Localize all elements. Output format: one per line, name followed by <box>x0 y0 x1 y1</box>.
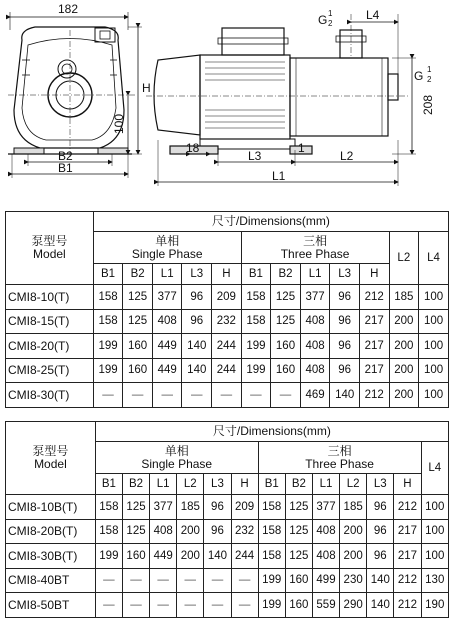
value-cell: 449 <box>152 334 182 359</box>
value-cell: — <box>204 593 231 618</box>
dim-l2-label: L2 <box>340 149 354 163</box>
value-cell: 100 <box>419 383 449 408</box>
value-cell: 217 <box>394 519 421 544</box>
value-cell: 125 <box>285 519 312 544</box>
table-row <box>6 309 449 334</box>
value-cell: 185 <box>177 495 204 520</box>
col-header-single-l1: L1 <box>152 264 182 285</box>
col-header-three-b2: B2 <box>285 474 312 495</box>
value-cell: 158 <box>258 495 285 520</box>
dim-l3-label: L3 <box>248 149 262 163</box>
value-cell: 96 <box>330 334 360 359</box>
col-header-single-l3: L3 <box>182 264 212 285</box>
value-cell: 160 <box>271 334 301 359</box>
value-cell: 408 <box>152 309 182 334</box>
value-cell: 140 <box>330 383 360 408</box>
value-cell: 158 <box>95 495 122 520</box>
model-cell: CMI8-50BT <box>6 593 96 618</box>
model-cell: CMI8-25(T) <box>6 358 94 383</box>
model-header-cell <box>6 212 94 285</box>
value-cell: 377 <box>300 285 330 310</box>
col-header-three-h: H <box>394 474 421 495</box>
col-header-three-l2: L2 <box>340 474 367 495</box>
dim-height-label: H <box>142 81 151 95</box>
value-cell: 244 <box>212 358 242 383</box>
model-cell: CMI8-20(T) <box>6 334 94 359</box>
col-header-three-l3: L3 <box>367 474 394 495</box>
value-cell: 125 <box>122 495 149 520</box>
value-cell: 499 <box>312 568 339 593</box>
value-cell: 232 <box>231 519 258 544</box>
value-cell: 200 <box>389 358 419 383</box>
value-cell: 158 <box>241 285 271 310</box>
value-cell: — <box>152 383 182 408</box>
value-cell: — <box>95 593 122 618</box>
single-phase-header <box>93 232 241 264</box>
value-cell: 217 <box>359 358 389 383</box>
value-cell: 100 <box>419 285 449 310</box>
value-cell: — <box>271 383 301 408</box>
value-cell: 559 <box>312 593 339 618</box>
value-cell: 96 <box>204 495 231 520</box>
value-cell: 377 <box>312 495 339 520</box>
value-cell: 140 <box>367 568 394 593</box>
dimensions-title: 尺寸/Dimensions(mm) <box>95 422 448 442</box>
three-phase-en: Three Phase <box>305 456 374 471</box>
col-header-three-l3: L3 <box>330 264 360 285</box>
value-cell: 160 <box>123 358 153 383</box>
dim-b1-label: B1 <box>58 161 73 175</box>
col-header-three-l1: L1 <box>300 264 330 285</box>
value-cell: 140 <box>204 544 231 569</box>
value-cell: 244 <box>212 334 242 359</box>
dim-side-port-frac-num: 1 <box>427 65 432 74</box>
table-row <box>6 593 449 618</box>
value-cell: 212 <box>394 568 421 593</box>
value-cell: — <box>231 568 258 593</box>
value-cell: 199 <box>95 544 122 569</box>
dimensions-title: 尺寸/Dimensions(mm) <box>93 212 448 232</box>
value-cell: 199 <box>93 358 123 383</box>
value-cell: 408 <box>150 519 177 544</box>
single-phase-header <box>95 442 258 474</box>
value-cell: 185 <box>340 495 367 520</box>
value-cell: 96 <box>367 519 394 544</box>
col-header-three-b1: B1 <box>258 474 285 495</box>
value-cell: 199 <box>258 568 285 593</box>
value-cell: 199 <box>241 334 271 359</box>
value-cell: 160 <box>285 568 312 593</box>
value-cell: 469 <box>300 383 330 408</box>
value-cell: 125 <box>122 519 149 544</box>
dim-width-label: 182 <box>58 2 79 16</box>
model-header-cell <box>6 422 96 495</box>
value-cell: 160 <box>123 334 153 359</box>
dimensions-table-standard <box>5 211 449 408</box>
value-cell: — <box>150 593 177 618</box>
value-cell: — <box>122 593 149 618</box>
value-cell: 100 <box>419 334 449 359</box>
three-phase-header <box>241 232 389 264</box>
value-cell: 200 <box>389 383 419 408</box>
value-cell: 130 <box>421 568 449 593</box>
value-cell: 200 <box>389 309 419 334</box>
value-cell: 125 <box>285 495 312 520</box>
col-header-l4: L4 <box>419 232 449 285</box>
model-cell: CMI8-20B(T) <box>6 519 96 544</box>
dim-top-port-frac-den: 2 <box>328 19 333 28</box>
value-cell: 96 <box>330 358 360 383</box>
dim-18-label: 18 <box>186 141 200 155</box>
table-row <box>6 495 449 520</box>
col-header-single-b2: B2 <box>122 474 149 495</box>
value-cell: — <box>177 593 204 618</box>
value-cell: 209 <box>212 285 242 310</box>
value-cell: 209 <box>231 495 258 520</box>
value-cell: 200 <box>177 544 204 569</box>
dim-top-port-g-label: G <box>318 13 328 27</box>
value-cell: 140 <box>182 358 212 383</box>
side-view <box>146 14 416 186</box>
col-header-single-b1: B1 <box>93 264 123 285</box>
value-cell: 200 <box>340 519 367 544</box>
value-cell: 125 <box>271 309 301 334</box>
value-cell: 125 <box>271 285 301 310</box>
value-cell: 96 <box>182 309 212 334</box>
value-cell: 217 <box>359 309 389 334</box>
col-header-single-b1: B1 <box>95 474 122 495</box>
col-header-three-l1: L1 <box>312 474 339 495</box>
value-cell: 158 <box>93 285 123 310</box>
value-cell: 158 <box>95 519 122 544</box>
value-cell: — <box>231 593 258 618</box>
col-header-single-b2: B2 <box>123 264 153 285</box>
table-body <box>6 495 449 618</box>
value-cell: — <box>212 383 242 408</box>
value-cell: 232 <box>212 309 242 334</box>
col-header-l2: L2 <box>389 232 419 285</box>
value-cell: — <box>123 383 153 408</box>
col-header-three-b1: B1 <box>241 264 271 285</box>
single-phase-cn: 单相 <box>155 233 180 248</box>
model-cell: CMI8-30(T) <box>6 383 94 408</box>
value-cell: 408 <box>300 334 330 359</box>
table-row <box>6 568 449 593</box>
model-cell: CMI8-40BT <box>6 568 96 593</box>
three-phase-header <box>258 442 421 474</box>
value-cell: 160 <box>285 593 312 618</box>
value-cell: 244 <box>231 544 258 569</box>
table-row <box>6 358 449 383</box>
value-cell: 100 <box>421 544 449 569</box>
dim-208-label: 208 <box>421 94 435 115</box>
single-phase-cn: 单相 <box>164 443 189 458</box>
three-phase-cn: 三相 <box>303 233 328 248</box>
value-cell: 217 <box>394 544 421 569</box>
value-cell: 96 <box>367 544 394 569</box>
value-cell: 100 <box>419 309 449 334</box>
value-cell: 100 <box>421 495 449 520</box>
value-cell: 96 <box>182 285 212 310</box>
value-cell: 199 <box>93 334 123 359</box>
value-cell: — <box>93 383 123 408</box>
value-cell: 100 <box>419 358 449 383</box>
value-cell: — <box>182 383 212 408</box>
dim-l4-label: L4 <box>366 8 380 22</box>
value-cell: 185 <box>389 285 419 310</box>
model-cell: CMI8-15(T) <box>6 309 94 334</box>
value-cell: 158 <box>241 309 271 334</box>
value-cell: 377 <box>152 285 182 310</box>
three-phase-en: Three Phase <box>280 246 350 261</box>
model-header-cn: 泵型号 <box>32 444 69 458</box>
table-row <box>6 285 449 310</box>
value-cell: 199 <box>241 358 271 383</box>
col-header-three-h: H <box>359 264 389 285</box>
value-cell: 158 <box>258 519 285 544</box>
value-cell: — <box>204 568 231 593</box>
single-phase-en: Single Phase <box>141 456 213 471</box>
value-cell: 212 <box>359 285 389 310</box>
value-cell: 408 <box>300 358 330 383</box>
table-row <box>6 519 449 544</box>
col-header-single-l1: L1 <box>150 474 177 495</box>
value-cell: 158 <box>93 309 123 334</box>
value-cell: 212 <box>394 495 421 520</box>
value-cell: 290 <box>340 593 367 618</box>
value-cell: 190 <box>421 593 449 618</box>
value-cell: 125 <box>285 544 312 569</box>
col-header-three-b2: B2 <box>271 264 301 285</box>
table-row <box>6 383 449 408</box>
table-body <box>6 285 449 408</box>
value-cell: 408 <box>312 519 339 544</box>
value-cell: 212 <box>394 593 421 618</box>
dim-b2-label: B2 <box>58 149 73 163</box>
value-cell: 125 <box>123 285 153 310</box>
value-cell: 100 <box>421 519 449 544</box>
model-cell: CMI8-10(T) <box>6 285 94 310</box>
table-row <box>6 544 449 569</box>
value-cell: 158 <box>258 544 285 569</box>
value-cell: 96 <box>204 519 231 544</box>
value-cell: — <box>241 383 271 408</box>
col-header-single-l3: L3 <box>204 474 231 495</box>
value-cell: — <box>150 568 177 593</box>
value-cell: 96 <box>367 495 394 520</box>
model-cell: CMI8-30B(T) <box>6 544 96 569</box>
value-cell: 200 <box>340 544 367 569</box>
value-cell: 96 <box>330 309 360 334</box>
model-cell: CMI8-10B(T) <box>6 495 96 520</box>
col-header-single-l2: L2 <box>177 474 204 495</box>
value-cell: 160 <box>271 358 301 383</box>
value-cell: 200 <box>389 334 419 359</box>
value-cell: 140 <box>182 334 212 359</box>
value-cell: 199 <box>258 593 285 618</box>
col-header-single-h: H <box>212 264 242 285</box>
value-cell: 200 <box>177 519 204 544</box>
value-cell: — <box>177 568 204 593</box>
pump-dimension-drawing <box>0 0 453 200</box>
dim-side-port-frac-den: 2 <box>427 75 432 84</box>
value-cell: 160 <box>122 544 149 569</box>
value-cell: — <box>122 568 149 593</box>
value-cell: — <box>95 568 122 593</box>
dim-1-label: 1 <box>298 141 305 155</box>
value-cell: 408 <box>312 544 339 569</box>
model-header-en: Model <box>33 247 66 261</box>
value-cell: 140 <box>367 593 394 618</box>
value-cell: 212 <box>359 383 389 408</box>
col-header-l4: L4 <box>421 442 449 495</box>
model-header-cn: 泵型号 <box>31 234 68 248</box>
value-cell: 377 <box>150 495 177 520</box>
value-cell: 230 <box>340 568 367 593</box>
value-cell: 449 <box>150 544 177 569</box>
dim-top-port-frac-num: 1 <box>328 9 333 18</box>
value-cell: 408 <box>300 309 330 334</box>
dim-axis-height-label: 100 <box>112 113 126 134</box>
value-cell: 125 <box>123 309 153 334</box>
model-header-en: Model <box>34 457 67 471</box>
dim-side-port-g-label: G <box>414 69 424 83</box>
col-header-single-h: H <box>231 474 258 495</box>
value-cell: 217 <box>359 334 389 359</box>
dim-l1-label: L1 <box>272 169 286 183</box>
table-row <box>6 334 449 359</box>
dimensions-table-b-series <box>5 421 449 618</box>
value-cell: 449 <box>152 358 182 383</box>
value-cell: 96 <box>330 285 360 310</box>
three-phase-cn: 三相 <box>327 443 352 458</box>
front-view <box>8 12 142 178</box>
single-phase-en: Single Phase <box>131 246 203 261</box>
